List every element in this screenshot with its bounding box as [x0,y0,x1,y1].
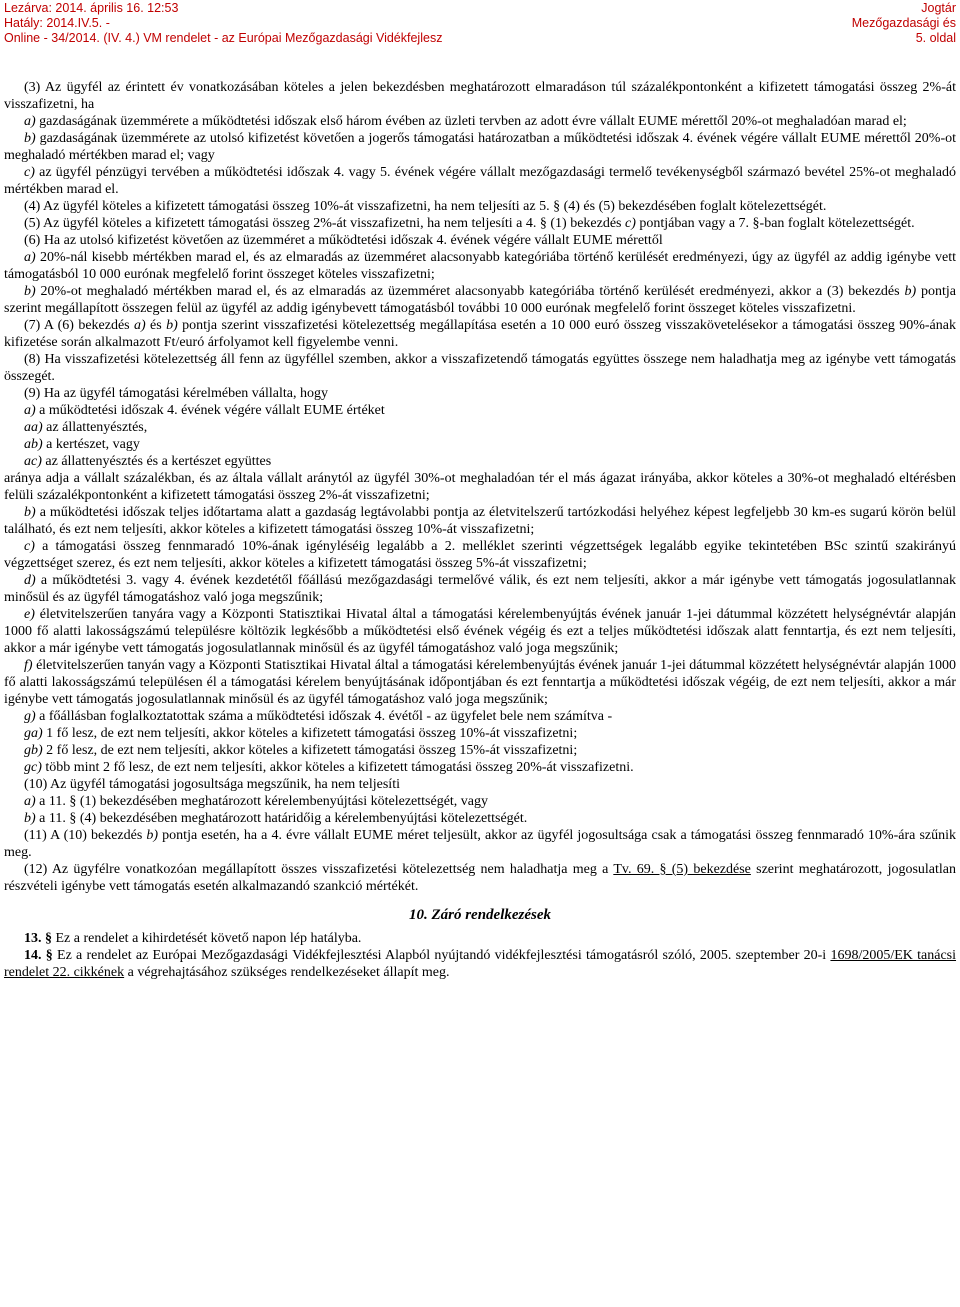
paragraph [4,776,956,793]
text-run: a működtetési időszak 4. évének végére vállalt EUME értéket [35,403,385,418]
section-paragraphs [4,79,956,895]
paragraph [4,657,956,708]
header-page-number: 5. oldal [915,31,956,45]
point-label: a) [24,114,36,129]
paragraph [4,538,956,572]
point-label: b) [904,284,917,299]
paragraph [4,317,956,351]
header-category: Mezőgazdasági és [851,16,956,30]
point-label: b) [24,131,36,146]
paragraph [4,79,956,113]
text-run: a kertészet, vagy [42,437,140,452]
paragraph [4,351,956,385]
paragraph [4,232,956,249]
paragraph [4,164,956,198]
text-run: 2 fő lesz, de ezt nem teljesíti, akkor köteles a kifizetett támogatási összeg 15%-át visszafizetni; [42,743,578,758]
paragraph [4,130,956,164]
point-label: g) [24,709,36,724]
point-label: ga) [24,726,43,741]
point-label: f) [24,658,33,673]
text-run: életvitelszerűen tanyára vagy a Központi Statisztikai Hivatal által a támogatási kérelembenyújtás évének január 1-jei dátummal közzétett helységnévtár alapján 1000 fő alatti lakosságszámú településre költözik legkésőbb a működtetési első évének végéig és ezt a teljes működtetési időszak alatt fenntartja, és ezt nem teljesíti, akkor a már igénybe vett támogatás jogosulatlannak minősül és az ügyfél támogatáshoz való joga megszűnik; [4,607,956,656]
paragraph [4,453,956,470]
text-run: a főállásban foglalkoztatottak száma a működtetési időszak 4. évétől - az ügyfelet bele nem számítva - [35,709,613,724]
point-label: a) [24,403,36,418]
text-run: (8) Ha visszafizetési kötelezettség áll fenn az ügyféllel szemben, akkor a visszafizetendő támogatás együttes összege nem haladhatja meg az igénybe vett támogatás összegét. [4,352,956,384]
text-run: a működtetési időszak teljes időtartama alatt a gazdaság legtávolabbi pontja az életvitelszerű tartózkodási helyéhez képest legfeljebb 30 km-es sugarú körön belül található, és ezt nem teljesíti, akkor köteles a kifizetett támogatási összeg 10%-át visszafizetni; [4,505,956,537]
closing-section [4,930,956,947]
section-number: 14. § [24,948,53,963]
header-effective-date: Hatály: 2014.IV.5. - [4,16,110,30]
paragraph [4,113,956,130]
text-run: gazdaságának üzemmérete a működtetési időszak első három évében az üzleti tervben az adott évre vállalt EUME mérettől 20%-ot meghaladóan marad el; [35,114,907,129]
point-label: b) [24,284,36,299]
text-run: több mint 2 fő lesz, de ezt nem teljesíti, akkor köteles a kifizetett támogatási összeg 20%-át visszafizetni. [41,760,634,775]
point-label: ab) [24,437,43,452]
point-label: aa) [24,420,43,435]
point-label: a) [134,318,146,333]
legal-reference-link[interactable]: Tv. 69. § (5) bekezdése [613,862,751,877]
chapter-title: 10. Záró rendelkezések [408,907,552,923]
point-label: b) [166,318,178,333]
legal-reference-link[interactable]: 1698/2005/EK tanácsi rendelet 22. cikkének [4,948,957,980]
text-run: életvitelszerűen tanyán vagy a Központi Statisztikai Hivatal által a támogatási kérelembenyújtás évének január 1-jei dátummal közzétett helységnévtár alapján 1000 fő alatti lakosságszámú településen él a támogatási kérelem benyújtásának időpontjában és ezt fenntartja a működtetési időszak végéig, de ezt nem teljesíti, akkor a már igénybe vett támogatás jogosulatlannak minősül és az ügyfél támogatáshoz való joga megszűnik; [4,658,956,707]
point-label: gb) [24,743,43,758]
page-header-left [4,1,442,46]
paragraph [4,385,956,402]
paragraph [4,436,956,453]
paragraph [4,606,956,657]
text-run: Ez a rendelet az Európai Mezőgazdasági Vidékfejlesztési Alapból nyújtandó vidékfejlesztési támogatásról szóló, 2005. szeptember 20-i [52,948,831,963]
page-header-right [852,1,956,46]
closing-section [4,947,956,981]
text-run: pontjában vagy a 7. §-ban foglalt kötelezettségét. [635,216,915,231]
text-run: 1 fő lesz, de ezt nem teljesíti, akkor köteles a kifizetett támogatási összeg 10%-át visszafizetni; [42,726,578,741]
paragraph [4,708,956,725]
paragraph [4,572,956,606]
text-run: az állattenyésztés, [42,420,148,435]
text-run: (3) Az ügyfél az érintett év vonatkozásában köteles a jelen bekezdésben meghatározott elmaradáson túl százalékpontonként a kifizetett támogatási összeg 2%-át visszafizetni, ha [4,80,956,112]
document-body [4,79,956,981]
text-run: gazdaságának üzemmérete az utolsó kifizetést követően a jogerős támogatási határozatban a működtetési időszak 4. évének végére vállalt EUME mérettől 20%-ot meghaladó mértékben marad el; vagy [4,131,956,163]
paragraph [4,402,956,419]
text-run: és [145,318,167,333]
paragraph [4,827,956,861]
text-run: 20%-ot meghaladó mértékben marad el, és az elmaradás az üzemméret alacsonyabb kategóriába történő kerülését eredményezi, akkor a (3) bekezdés [35,284,905,299]
point-label: c) [24,539,35,554]
text-run: a támogatási összeg fennmaradó 10%-ának igényléséig legalább a 2. melléklet szerinti végzettségek legalább egyike tekintetében BSc szintű szakirányú végzettséget szerez, és ezt nem teljesíti, akkor köteles a kifizetett támogatási összeg 5%-át visszafizetni; [4,539,956,571]
text-run: az állattenyésztés és a kertészet együttes [41,454,272,469]
point-label: c) [24,165,35,180]
paragraph [4,198,956,215]
paragraph [4,470,956,504]
text-run: (10) Az ügyfél támogatási jogosultsága megszűnik, ha nem teljesíti [24,777,400,792]
point-label: gc) [24,760,42,775]
text-run: 20%-nál kisebb mértékben marad el, és az elmaradás az üzemméret alacsonyabb kategóriába történő kerülését eredményezi, úgy az ügyfél az addig igénybe vett támogatásból 10 000 eurónak megfelelő forint összeget köteles visszafizetni; [4,250,956,282]
text-run: pontja szerint megállapított összegen felül az ügyfél az addig igénybevett támogatásból további 10 000 eurónak megfelelő forint összeget köteles visszafizetni. [4,284,956,316]
header-closed-date: Lezárva: 2014. április 16. 12:53 [4,1,179,15]
header-source-title: Online - 34/2014. (IV. 4.) VM rendelet - az Európai Mezőgazdasági Vidékfejlesz [4,31,443,45]
text-run: (12) Az ügyfélre vonatkozóan megállapított összes visszafizetési kötelezettség nem haladhatja meg a [24,862,614,877]
text-run: (7) A (6) bekezdés [24,318,135,333]
paragraph [4,215,956,232]
point-label: ac) [24,454,42,469]
text-run: szerint meghatározott, jogosulatlan részvételi igénybe vett támogatás esetén alkalmazandó szankció mértékét. [4,862,957,894]
paragraph [4,742,956,759]
paragraph [4,249,956,283]
text-run: a működtetési 3. vagy 4. évének kezdetétől főállású mezőgazdasági termelővé válik, és ezt nem teljesíti, akkor a már igénybe vett támogatás jogosulatlannak minősül és az ügyfél támogatáshoz való joga megszűnik; [4,573,956,605]
paragraph [4,283,956,317]
text-run: a 11. § (4) bekezdésében meghatározott határidőig a kérelembenyújtási kötelezettségét. [35,811,528,826]
point-label: c) [625,216,636,231]
paragraph [4,419,956,436]
point-label: a) [24,794,36,809]
section-number: 13. § [24,931,52,946]
text-run: (4) Az ügyfél köteles a kifizetett támogatási összeg 10%-át visszafizetni, ha nem teljesíti az 5. § (4) és (5) bekezdésében foglalt kötelezettségét. [24,199,827,214]
text-run: (6) Ha az utolsó kifizetést követően az üzemméret a működtetési időszak 4. évének végére vállalt EUME mérettől [24,233,663,248]
text-run: aránya adja a vállalt százalékban, és az általa vállalt aránytól az ügyfél 30%-ot meghaladóan tér el más ágazat irányába, akkor köteles a 30%-ot meghaladó eltérésben felüli százalékpontonként a kifizetett támogatási összeg 2%-át visszafizetni; [4,471,956,503]
paragraph [4,725,956,742]
text-run: Ez a rendelet a kihirdetését követő napon lép hatályba. [52,931,362,946]
text-run: az ügyfél pénzügyi tervében a működtetési időszak 4. vagy 5. évének végére vállalt mezőgazdasági termelő tevékenységből származó bevétel 25%-ot meghaladó mértékben marad el. [4,165,956,197]
paragraph [4,793,956,810]
point-label: b) [24,505,36,520]
text-run: (9) Ha az ügyfél támogatási kérelmében vállalta, hogy [24,386,328,401]
point-label: b) [146,828,159,843]
paragraph [4,810,956,827]
text-run: pontja szerint visszafizetési kötelezettség megállapítása esetén a 10 000 euró összeg visszakövetelésekor a támogatási összeg 90%-ának kifizetése során alkalmazott Ft/euró árfolyamot kell figyelembe venni. [4,318,956,350]
point-label: a) [24,250,36,265]
text-run: (5) Az ügyfél köteles a kifizetett támogatási összeg 2%-át visszafizetni, ha nem teljesíti a 4. § (1) bekezdés [24,216,626,231]
point-label: e) [24,607,35,622]
text-run: a végrehajtásához szükséges rendelkezéseket állapít meg. [124,965,450,980]
closing-provisions [4,930,956,981]
paragraph [4,504,956,538]
header-publisher: Jogtár [921,1,956,15]
paragraph [4,861,956,895]
text-run: (11) A (10) bekezdés [24,828,147,843]
paragraph [4,759,956,776]
text-run: pontja esetén, ha a 4. évre vállalt EUME méret teljesült, akkor az ügyfél jogosultsága csak a támogatási összeg fennmaradó 10%-ára szűnik meg. [4,828,956,860]
point-label: b) [24,811,36,826]
text-run: a 11. § (1) bekezdésében meghatározott kérelembenyújtási kötelezettségét, vagy [35,794,489,809]
point-label: d) [24,573,36,588]
